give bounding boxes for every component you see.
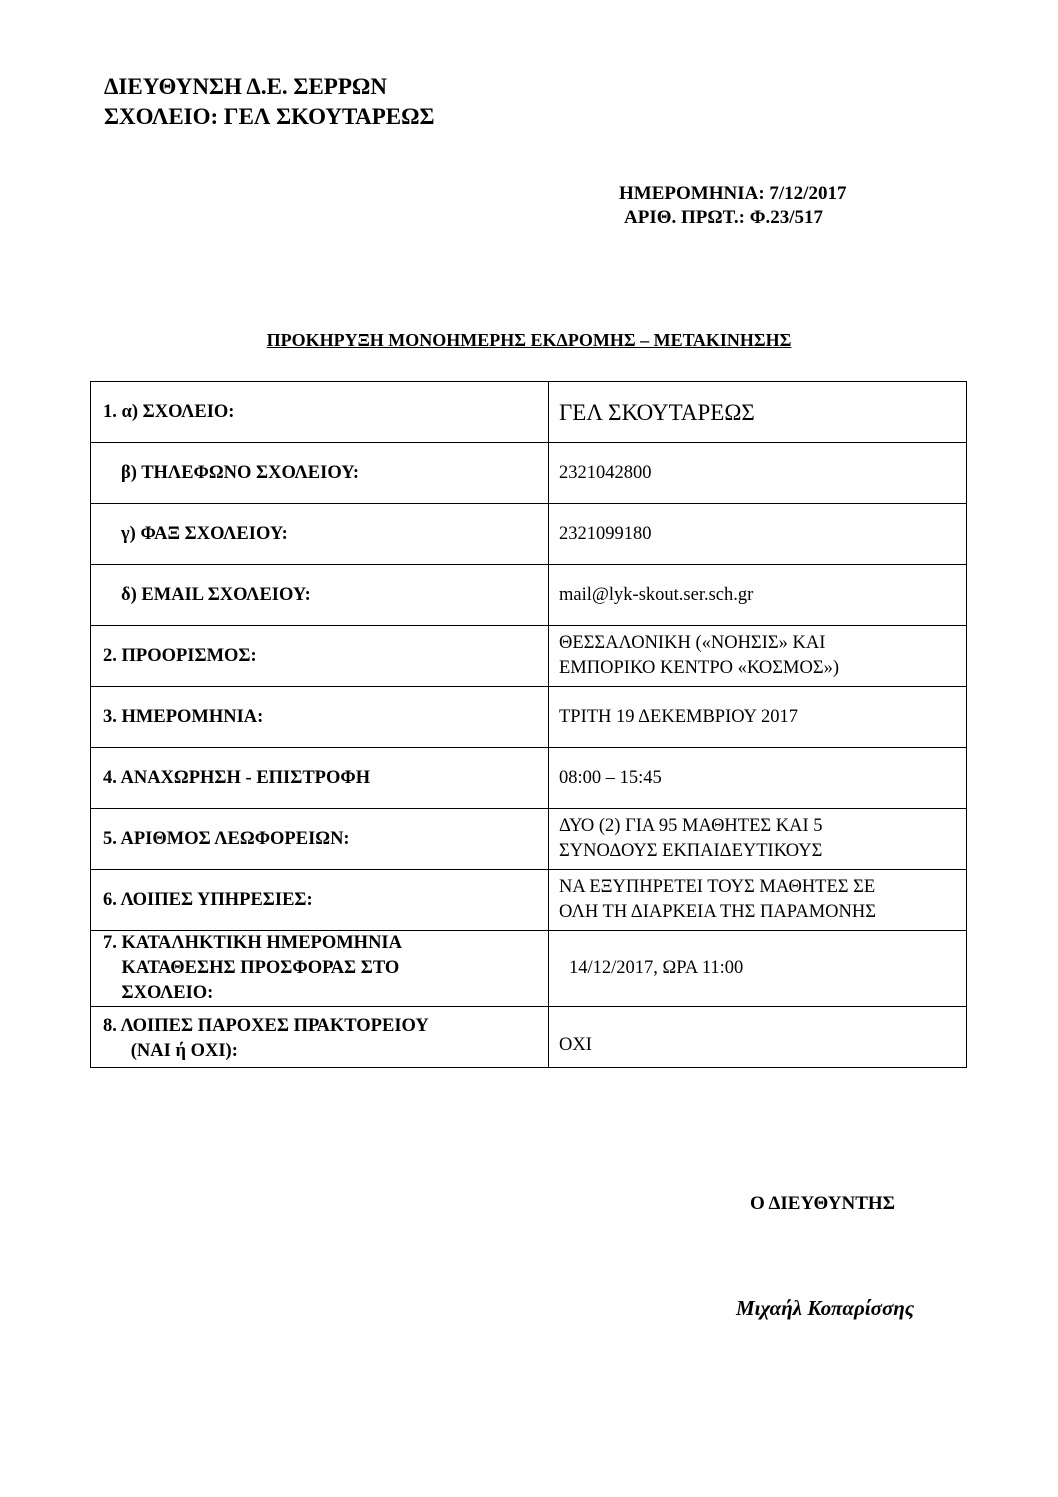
table-row-fax xyxy=(91,504,967,565)
agency-extras-label: 8. ΛΟΙΠΕΣ ΠΑΡΟΧΕΣ ΠΡΑΚΤΟΡΕΙΟΥ (ΝΑΙ ή ΟΧΙ): xyxy=(103,1016,429,1061)
school-label: 1. α) ΣΧΟΛΕΙΟ: xyxy=(103,401,235,422)
school-heading: ΣΧΟΛΕΙΟ: ΓΕΛ ΣΚΟΥΤΑΡΕΩΣ xyxy=(104,104,435,129)
destination-label: 2. ΠΡΟΟΡΙΣΜΟΣ: xyxy=(103,645,257,666)
fax-value: 2321099180 xyxy=(559,523,652,544)
destination-value: ΘΕΣΣΑΛΟΝΙΚΗ («ΝΟΗΣΙΣ» ΚΑΙ ΕΜΠΟΡΙΚΟ ΚΕΝΤΡΟ «ΚΟΣΜΟΣ») xyxy=(559,633,840,678)
email-label: δ) EMAIL ΣΧΟΛΕΙΟΥ: xyxy=(121,584,311,605)
table-row-agency-extras xyxy=(91,1007,967,1068)
document-date: ΗΜΕΡΟΜΗΝΙΑ: 7/12/2017 xyxy=(619,183,847,204)
phone-value: 2321042800 xyxy=(559,462,652,483)
deadline-label: 7. ΚΑΤΑΛΗΚΤΙΚΗ ΗΜΕΡΟΜΗΝΙΑ ΚΑΤΑΘΕΣΗΣ ΠΡΟΣΦΟΡΑΣ ΣΤΟ ΣΧΟΛΕΙΟ: xyxy=(103,933,402,1003)
phone-label: β) ΤΗΛΕΦΩΝΟ ΣΧΟΛΕΙΟΥ: xyxy=(121,462,360,483)
table-row-phone xyxy=(91,443,967,504)
table-row-other-services xyxy=(91,870,967,931)
table-row-date xyxy=(91,687,967,748)
directorate-heading: ΔΙΕΥΘΥΝΣΗ Δ.Ε. ΣΕΡΡΩΝ xyxy=(104,74,387,99)
departure-return-value: 08:00 – 15:45 xyxy=(559,767,662,788)
table-row-deadline xyxy=(91,931,967,1007)
agency-extras-value: ΟΧΙ xyxy=(559,1034,592,1055)
trip-date-label: 3. ΗΜΕΡΟΜΗΝΙΑ: xyxy=(103,706,264,727)
trip-date-value: ΤΡΙΤΗ 19 ΔΕΚΕΜΒΡΙΟΥ 2017 xyxy=(559,706,798,727)
table-row-email xyxy=(91,565,967,626)
other-services-label: 6. ΛΟΙΠΕΣ ΥΠΗΡΕΣΙΕΣ: xyxy=(103,889,313,910)
signature-title: Ο ΔΙΕΥΘΥΝΤΗΣ xyxy=(750,1193,896,1214)
email-value: mail@lyk-skout.ser.sch.gr xyxy=(559,584,754,605)
buses-label: 5. ΑΡΙΘΜΟΣ ΛΕΩΦΟΡΕΙΩΝ: xyxy=(103,828,350,849)
table-row-school xyxy=(91,382,967,443)
table-row-buses xyxy=(91,809,967,870)
signature-name: Μιχαήλ Κοπαρίσσης xyxy=(736,1296,915,1320)
announcement-table xyxy=(90,381,967,1068)
table-row-departure-return xyxy=(91,748,967,809)
document-title: ΠΡΟΚΗΡΥΞΗ ΜΟΝΟΗΜΕΡΗΣ ΕΚΔΡΟΜΗΣ – ΜΕΤΑΚΙΝΗΣΗΣ xyxy=(266,330,792,350)
fax-label: γ) ΦΑΞ ΣΧΟΛΕΙΟΥ: xyxy=(121,523,288,544)
school-value: ΓΕΛ ΣΚΟΥΤΑΡΕΩΣ xyxy=(559,399,755,425)
departure-return-label: 4. ΑΝΑΧΩΡΗΣΗ - ΕΠΙΣΤΡΟΦΗ xyxy=(103,767,371,788)
protocol-number: ΑΡΙΘ. ΠΡΩΤ.: Φ.23/517 xyxy=(624,207,823,228)
buses-value: ΔΥΟ (2) ΓΙΑ 95 ΜΑΘΗΤΕΣ ΚΑΙ 5 ΣΥΝΟΔΟΥΣ ΕΚΠΑΙΔΕΥΤΙΚΟΥΣ xyxy=(559,816,823,861)
other-services-value: ΝΑ ΕΞΥΠΗΡΕΤΕΙ ΤΟΥΣ ΜΑΘΗΤΕΣ ΣΕ ΟΛΗ ΤΗ ΔΙΑΡΚΕΙΑ ΤΗΣ ΠΑΡΑΜΟΝΗΣ xyxy=(559,877,877,922)
deadline-value: 14/12/2017, ΩΡΑ 11:00 xyxy=(569,958,744,978)
table-row-destination xyxy=(91,626,967,687)
